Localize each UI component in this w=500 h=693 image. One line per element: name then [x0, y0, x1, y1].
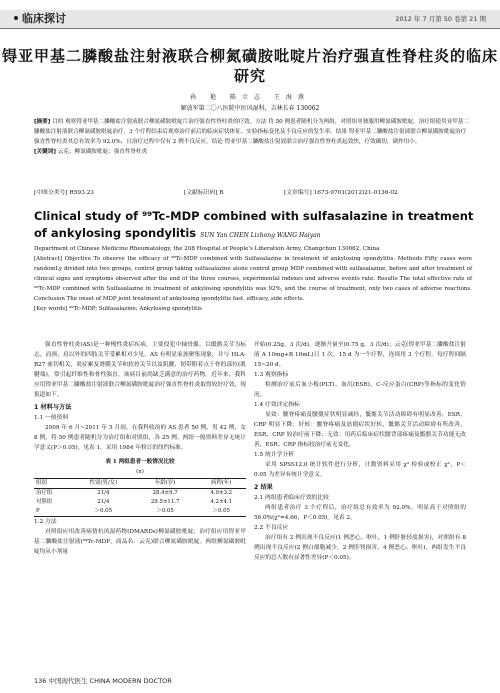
table-cell: 对照组	[36, 499, 53, 505]
section-heading: 2 结果	[254, 484, 273, 491]
page-header	[0, 0, 500, 30]
subsection-heading: 1.3 观察指标	[254, 372, 289, 378]
section-heading: 1 材料与方法	[34, 404, 72, 411]
table-cell: 治疗组	[36, 490, 53, 496]
article-title-cn: 锝亚甲基二膦酸盐注射液联合柳氮磺胺吡啶片治疗强直性脊柱炎的临床研究	[1, 47, 498, 85]
subsection-heading: 2.2 不良反应	[254, 525, 289, 531]
table-header-cell: 组别	[36, 480, 47, 486]
baseline-table	[34, 478, 246, 517]
subsection-heading: 1.5 统计学分析	[254, 452, 295, 458]
table-cell: 29.5±11.7	[150, 499, 180, 505]
clc-number: [中图分类号] R593.23	[34, 190, 94, 196]
abstract-cn-text: 目的 观察锝亚甲基二膦酸盐注射液联合柳氮磺胺吡啶片治疗强直性脊柱炎的疗效。方法 将 50 例患者随机分为两组，对照组单独服用柳氮磺胺吡啶，治疗组使用亚甲基二膦酸盐注射液联合柳氮磺胺吡啶治疗，3 个疗程结束后观察治疗前后的临床症状体征、实验指标变化及不良反应的发生率。结果 锝亚甲基二膦酸盐注射液联合柳氮磺胺吡啶治疗强直性脊柱炎其总有效率为 92.0%，且治疗过程中仅有 2 例不良反应。结论 锝亚甲基二膦酸盐注射液联合治疗强直性脊柱炎起效快，疗效确切，副作用小。	[34, 119, 470, 145]
subsection-heading: 1.1 一般资料	[34, 415, 69, 421]
section-tag	[14, 10, 66, 28]
keywords-cn-label: [关键词]	[34, 149, 56, 155]
affiliation-en: Department of Chinese Medicine Rheumatology, the 208 Hospital of People's Liberation Army, Changchun 130062, China	[34, 246, 380, 252]
paragraph: 显效：腰脊疼痛及腰僵症状明显减轻，骶髂关节活动障碍有明显改善，ESR、CRP 明显下降；好转：腰脊疼痛及晨僵症状好转，骶髂关节活动障碍有所改善，ESR、CRP 较治疗前下降；无效：用药后临床症状腰背部疼痛及骶髂关节功能无改善，ESR、CRP 指标较治疗前无变化。	[254, 412, 466, 448]
page-footer: 136 中国现代医生 CHINA MODERN DOCTOR	[34, 677, 172, 685]
table-cell: 21/4	[97, 490, 110, 496]
paragraph: 对照组应用改善病情抗风湿药物(DMARDs)柳氮磺胺吡啶；治疗组应用锝亚甲基二膦酸盐注射液(⁹⁹Tc-MDP，商品名：云克)联合柳氮磺胺吡啶。两组柳氮磺胺吡啶均从小剂量	[34, 529, 246, 555]
table-title: 表 1 两组患者一般情况比较	[105, 459, 175, 465]
body-column-right	[254, 340, 466, 563]
paragraph: 检测治疗前后血小板(PLT)、血沉(ESR)、C-反应蛋白(CRP)等指标的变化情况。	[254, 382, 466, 398]
paragraph: 治疗组有 2 例出现不良反应(1 例恶心、呕吐，1 例肝脏轻度损害)，对照组有 8 例出现不良反应(2 例白细胞减少，2 例肝肾损害，4 例恶心、呕吐)，两组发生不良反应的总人数有显著性差异(P＜0.05)。	[254, 535, 466, 561]
paragraph: 开始(0.25g，3 次/d)，逐渐升量至(0.75 g，3 次/d)；云克(锝亚甲基二膦酸盐注射液 A 10mg+B 10mL)日 1 次，15 d 为一个疗程，连续用 3 个疗程，每疗程间隔 15~20 d。	[254, 342, 466, 368]
table-row	[34, 498, 246, 507]
table-unit: (n)	[136, 469, 144, 475]
keywords-en: [Key words] ⁹⁹Tc-MDP; Sulfasalazine; Ankylosing spondylitis	[34, 306, 202, 312]
abstract-en-text: [Abstract] Objective To observe the efficacy of ⁹⁹Tc-MDP combined with Sulfasalazine in treatment of ankylosing spondylitis. Methods Fifty cases were randomLy divided into two groups, control group taking sulfasalazine alone control group MDP combined with sulfasalazine, before and after treatment of clinical signs and symptoms observed after the end of the three courses, experimental indexes and adverse events rate. Results The total effective rate of ⁹⁹Tc-MDP combined with Sulfasalazine in treatment of ankylosing spondylitis was 92%, and the course of treatment, only two cases of adverse reactions. Conclusion The onset of MDP joint treatment of ankylosing spondylitis fast, efficacy, side effects.	[34, 256, 472, 302]
table-header-cell: 性别(男/女)	[89, 480, 118, 486]
paragraph: 2009 年 6 月~2011 年 5 月间，在我科收治的 AS 患者 50 例，男 42 例，女 8 例，将 50 例患者随机分为治疗组和对照组，各 25 例。两组一般资料差异无统计学意义(P＞0.05)。见表 1。采用 1984 年修订的纽约标准。	[34, 425, 246, 451]
issue-info: 2012 年 7 月第 50 卷第 21 期	[395, 15, 486, 23]
table-cell: 21/4	[97, 499, 110, 505]
abstract-en	[34, 254, 472, 314]
title-en-text: Clinical study of ⁹⁹Tc-MDP combined with sulfasalazine in treatment of ankylosing spondylitis	[34, 209, 474, 240]
table-cell: 4.9±3.2	[210, 490, 233, 496]
table-row	[34, 489, 246, 499]
article-number: [文章编号] 1673-9701(2012)21-0136-02	[284, 190, 398, 196]
bullet-icon	[14, 16, 18, 20]
table-cell: 28.4±9.7	[152, 490, 178, 496]
table-cell: ＞0.05	[94, 508, 113, 514]
paragraph: 两组患者治疗 3 个疗程后，治疗组总有效率为 92.0%，明显高于对照组的 56.0%(χ²=4.66，P＜0.05)。见表 2。	[254, 505, 466, 521]
body-column-left	[34, 340, 246, 557]
authors-en: SUN Yan CHEN Lizhong WANG Haiyan	[200, 232, 321, 239]
abstract-cn-label: [摘要]	[34, 119, 51, 125]
doc-code: [文献标识码] B	[184, 190, 224, 196]
table-cell: 4.2±4.1	[210, 499, 233, 505]
abstract-cn	[34, 117, 470, 157]
intro-paragraph: 强直性脊柱炎(AS)是一种慢性炎症疾病，主要侵犯中轴骨骼，以骶髂关节为标志，而颈、肩以外的四肢关节受累相对少见。AS 有明显家族聚集现象，并与 HLA-B27 密切相关，炎症累及滑膜关节和软骨关节以及肌腱、韧带附着点于骨的部位(肌腱端)，常引起纤维性和骨性强直。该病目前尚缺乏满意的治疗药物。近年来，我科应用锝亚甲基二膦酸盐注射液联合柳氮磺胺吡啶治疗强直性脊柱炎取得较好疗效，现报道如下。	[34, 342, 246, 398]
authors-cn: 孙 艳 陈立志 王海燕	[190, 94, 310, 101]
affiliation-cn: 解放军第二〇八医院中医风湿科，吉林长春 130062	[180, 105, 320, 112]
table-header-row	[34, 479, 246, 489]
section-tag-text: 临床探讨	[22, 12, 66, 25]
classification-line	[34, 188, 470, 198]
paragraph: 采用 SPSS12.0 统计软件进行分析，计数资料采用 χ² 检验或校正 χ²，P＜0.05 为差异有统计学意义。	[254, 462, 466, 478]
table-row	[34, 507, 246, 517]
article-title-en	[34, 208, 474, 244]
table-cell: ＞0.05	[212, 508, 230, 514]
table-cell: ＞0.05	[156, 508, 174, 514]
table-header-cell: 病程(年)	[211, 480, 232, 486]
subsection-heading: 2.1 两组患者临床疗效的比较	[254, 495, 329, 501]
keywords-cn: 云克；柳氮磺胺吡啶；强直性脊柱炎	[57, 149, 148, 155]
table-cell: P	[36, 508, 40, 514]
subsection-heading: 1.2 方法	[34, 519, 57, 525]
table-header-cell: 年龄(岁)	[154, 480, 176, 486]
subsection-heading: 1.4 疗效评定指标	[254, 402, 300, 408]
